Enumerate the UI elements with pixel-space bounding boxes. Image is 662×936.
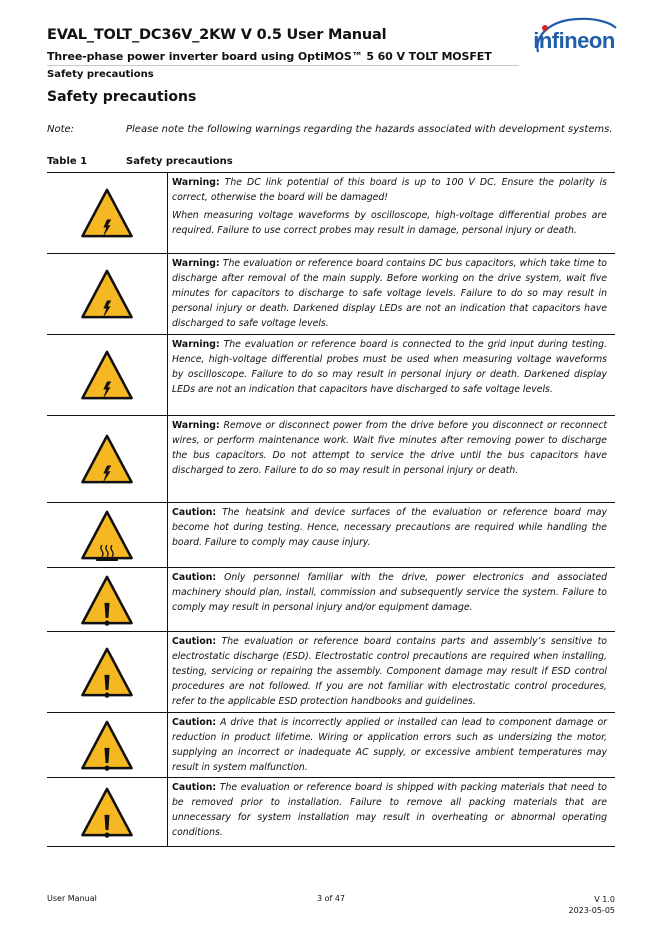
table-title: Safety precautions: [126, 156, 233, 167]
table-row: [47, 503, 615, 568]
high-voltage-warning-icon: [81, 433, 133, 485]
icon-cell: [47, 416, 168, 502]
icon-cell: [47, 632, 168, 712]
precaution-keyword: Caution:: [172, 636, 217, 647]
precaution-text: [168, 632, 615, 712]
logo-wordmark: infineon: [533, 28, 615, 53]
document-subtitle: Three-phase power inverter board using OptiMOS™ 5 60 V TOLT MOSFET: [47, 50, 492, 63]
table-row: [47, 568, 615, 632]
hot-surface-warning-icon: [81, 509, 133, 561]
precaution-keyword: Warning:: [172, 177, 220, 188]
precaution-body: The evaluation or reference board contains parts and assembly’s sensitive to electrostatic discharge (ESD). Electrostatic control precautions are required when installing, testing, servicing or repairing the assembly. Component damage may result if ESD control procedures are not followed. If you are not familiar with electrostatic control procedures, refer to the applicable ESD protection handbooks and guidelines.: [172, 636, 607, 707]
precaution-body: The evaluation or reference board contains DC bus capacitors, which take time to discharge after removal of the main supply. Before working on the drive system, wait five minutes for capacitors to discharge to safe voltage levels. Failure to do so may result in personal injury or death. Darkened display LEDs are not an indication that capacitors have discharged to safe voltage levels.: [172, 258, 607, 329]
footer-version: V 1.0: [594, 895, 615, 904]
precaution-body: Only personnel familiar with the drive, power electronics and associated machinery should plan, install, commission and subsequently service the system. Failure to comply may result in personal injury and/or equipment damage.: [172, 572, 607, 613]
high-voltage-warning-icon: [81, 349, 133, 401]
safety-table: [47, 172, 615, 847]
high-voltage-warning-icon: [81, 187, 133, 239]
precaution-text: [168, 713, 615, 777]
running-section-title: Safety precautions: [47, 69, 154, 80]
header-rule: [47, 65, 519, 66]
table-row: [47, 713, 615, 778]
table-row: [47, 416, 615, 503]
high-voltage-warning-icon: [81, 268, 133, 320]
precaution-text: [168, 335, 615, 415]
precaution-extra: When measuring voltage waveforms by oscilloscope, high-voltage differential probes are required. Failure to use correct probes may result in damage, personal injury or death.: [172, 210, 607, 236]
table-row: [47, 632, 615, 713]
general-warning-icon: [81, 574, 133, 626]
precaution-keyword: Caution:: [172, 507, 217, 518]
precaution-body: The heatsink and device surfaces of the evaluation or reference board may become hot during testing. Hence, necessary precautions are required while handling the board. Failure to comply may cause injury.: [172, 507, 607, 548]
icon-cell: [47, 778, 168, 846]
footer-page-number: 3 of 47: [316, 894, 346, 903]
precaution-text: [168, 778, 615, 846]
precaution-body: The evaluation or reference board is connected to the grid input during testing. Hence, high-voltage differential probes must be used when measuring voltage waveforms by oscilloscope. Failure to do so may result in personal injury or death. Darkened display LEDs are not an indication that capacitors have discharged to safe voltage levels.: [172, 339, 607, 395]
precaution-keyword: Warning:: [172, 258, 220, 269]
footer-date: 2023-05-05: [568, 906, 615, 915]
infineon-logo: [528, 14, 620, 64]
precaution-keyword: Caution:: [172, 572, 217, 583]
precaution-keyword: Warning:: [172, 420, 220, 431]
precaution-text: [168, 503, 615, 567]
icon-cell: [47, 568, 168, 631]
icon-cell: [47, 503, 168, 567]
general-warning-icon: [81, 786, 133, 838]
precaution-text: [168, 416, 615, 502]
table-row: [47, 335, 615, 416]
document-title: EVAL_TOLT_DC36V_2KW V 0.5 User Manual: [47, 27, 387, 43]
precaution-text: [168, 254, 615, 334]
table-row: [47, 778, 615, 847]
precaution-body: Remove or disconnect power from the drive before you disconnect or reconnect wires, or perform maintenance work. Wait five minutes after removing power to discharge the bus capacitors. Do not attempt to service the drive until the bus capacitors have discharged to zero. Failure to do so may result in personal injury or death.: [172, 420, 607, 476]
precaution-body: The DC link potential of this board is up to 100 V DC. Ensure the polarity is correct, otherwise the board will be damaged!: [172, 177, 607, 203]
precaution-text: [168, 173, 615, 253]
icon-cell: [47, 713, 168, 777]
footer-version-block: [569, 894, 616, 916]
table-label: Table 1: [47, 156, 88, 167]
icon-cell: [47, 335, 168, 415]
icon-cell: [47, 173, 168, 253]
table-row: [47, 254, 615, 335]
icon-cell: [47, 254, 168, 334]
table-row: [47, 172, 615, 254]
footer-doc-type: User Manual: [47, 894, 97, 903]
note-label: Note:: [47, 124, 75, 135]
general-warning-icon: [81, 719, 133, 771]
precaution-body: The evaluation or reference board is shipped with packing materials that need to be removed prior to installation. Failure to remove all packing materials that are unnecessary for system installation may result in overheating or abnormal operating conditions.: [172, 782, 607, 838]
general-warning-icon: [81, 646, 133, 698]
precaution-keyword: Caution:: [172, 717, 217, 728]
precaution-text: [168, 568, 615, 631]
precaution-keyword: Warning:: [172, 339, 220, 350]
precaution-keyword: Caution:: [172, 782, 217, 793]
note-text: Please note the following warnings regarding the hazards associated with development systems.: [126, 124, 613, 135]
precaution-body: A drive that is incorrectly applied or installed can lead to component damage or reduction in product lifetime. Wiring or application errors such as undersizing the motor, supplying an incorrect or inadequate AC supply, or excessive ambient temperatures may result in system malfunction.: [172, 717, 607, 773]
section-heading: Safety precautions: [47, 89, 197, 105]
